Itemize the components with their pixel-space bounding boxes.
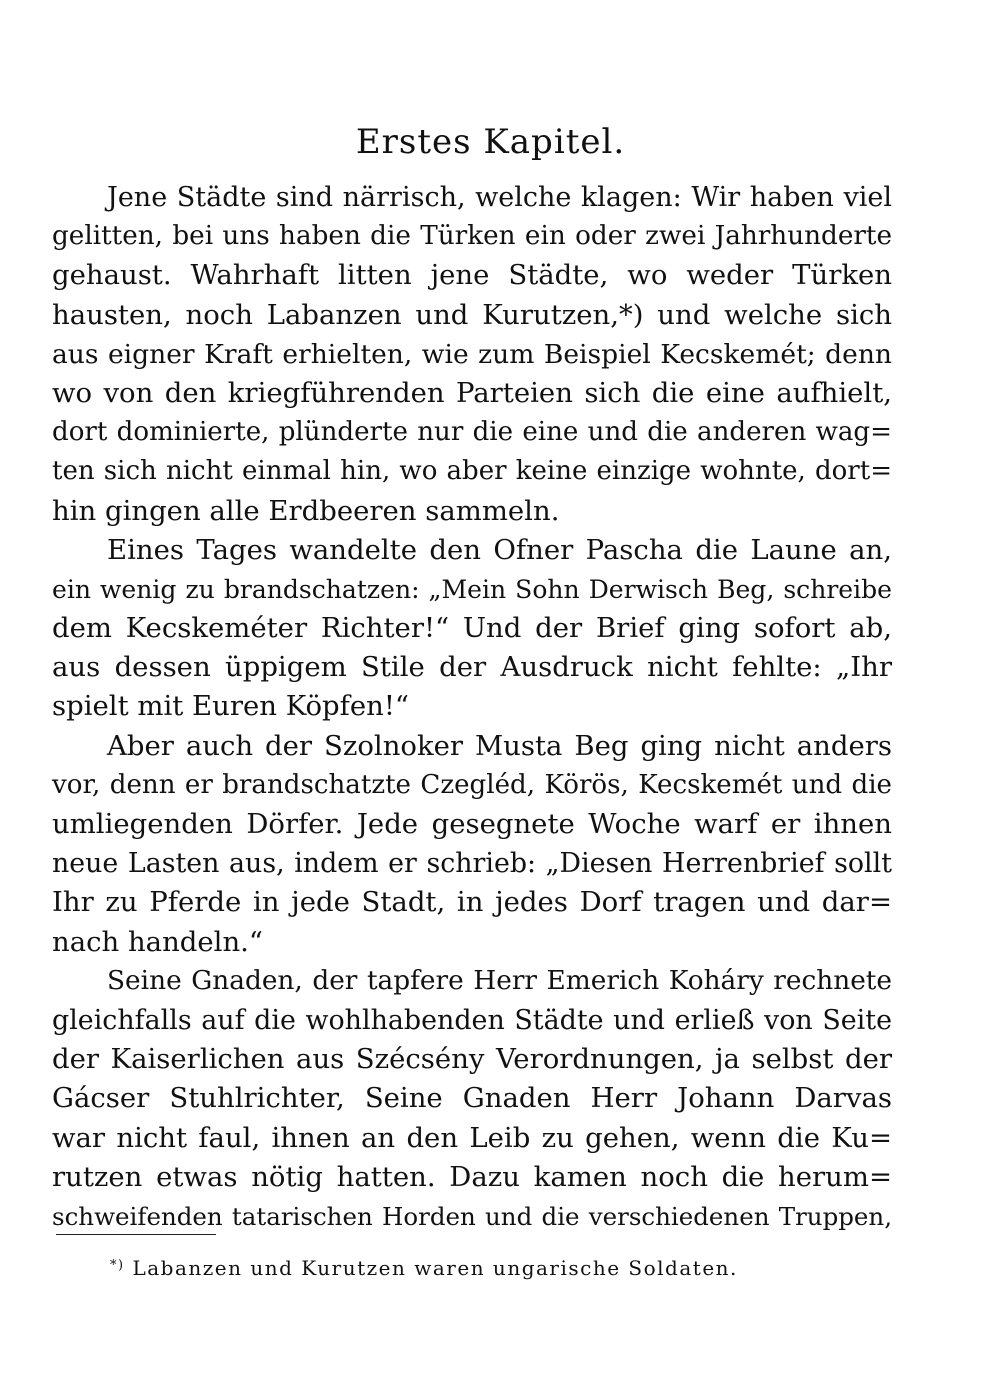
text-line: ten sich nicht einmal hin, wo aber keine einzige wohnte, dort= (52, 456, 892, 487)
text-line: gelitten, bei uns haben die Türken ein oder zwei Jahrhunderte (52, 221, 892, 252)
text-line: Eines Tages wandelte den Ofner Pascha die Laune an, (107, 533, 892, 566)
text-line: Gácser Stuhlrichter, Seine Gnaden Herr Johann Darvas (52, 1082, 892, 1115)
text-line: Seine Gnaden, der tapfere Herr Emerich Koháry rechnete (107, 965, 892, 996)
footnote-text: Labanzen und Kurutzen waren ungarische Soldaten. (132, 1256, 738, 1280)
text-line: aus eigner Kraft erhielten, wie zum Beispiel Kecskemét; denn (52, 338, 892, 370)
text-line: gehaust. Wahrhaft litten jene Städte, wo weder Türken (52, 259, 892, 292)
text-line: Aber auch der Szolnoker Musta Beg ging nicht anders (107, 729, 892, 762)
text-line: hausten, noch Labanzen und Kurutzen,*) und welche sich (52, 298, 892, 331)
chapter-title: Erstes Kapitel. (355, 122, 626, 162)
footnote (110, 1256, 738, 1280)
text-line: wo von den kriegführenden Parteien sich die eine aufhielt, (52, 376, 892, 409)
text-line: schweifenden tatarischen Horden und die verschiedenen Truppen, (52, 1201, 892, 1231)
text-line: dort dominierte, plünderte nur die eine und die anderen wag= (52, 417, 892, 448)
text-line: Jene Städte sind närrisch, welche klagen: Wir haben viel (107, 182, 892, 213)
footnote-divider (56, 1234, 216, 1235)
text-line: spielt mit Euren Köpfen!“ (52, 690, 409, 723)
footnote-marker: *) (110, 1258, 125, 1273)
body-text (52, 178, 892, 1236)
text-line: nach handeln.“ (52, 925, 263, 958)
text-line: der Kaiserlichen aus Szécsény Verordnungen, ja selbst der (52, 1043, 892, 1076)
text-line: rutzen etwas nötig hatten. Dazu kamen noch die herum= (52, 1160, 892, 1193)
text-line: vor, denn er brandschatzte Czegléd, Körös, Kecskemét und die (52, 769, 892, 800)
text-line: ein wenig zu brandschatzen: „Mein Sohn Derwisch Beg, schreibe (52, 574, 892, 604)
text-line: aus dessen üppigem Stile der Ausdruck nicht fehlte: „Ihr (52, 651, 892, 684)
text-line: war nicht faul, ihnen an den Leib zu gehen, wenn die Ku= (52, 1121, 892, 1154)
text-line: neue Lasten aus, indem er schrieb: „Diesen Herrenbrief sollt (52, 848, 892, 880)
text-line: umliegenden Dörfer. Jede gesegnete Woche warf er ihnen (52, 808, 892, 840)
text-line: gleichfalls auf die wohlhabenden Städte und erließ von Seite (52, 1004, 892, 1036)
text-line: Ihr zu Pferde in jede Stadt, in jedes Dorf tragen und dar= (52, 886, 892, 919)
text-line: dem Kecskeméter Richter!“ Und der Brief ging sofort ab, (52, 612, 892, 645)
text-line: hin gingen alle Erdbeeren sammeln. (52, 494, 560, 527)
